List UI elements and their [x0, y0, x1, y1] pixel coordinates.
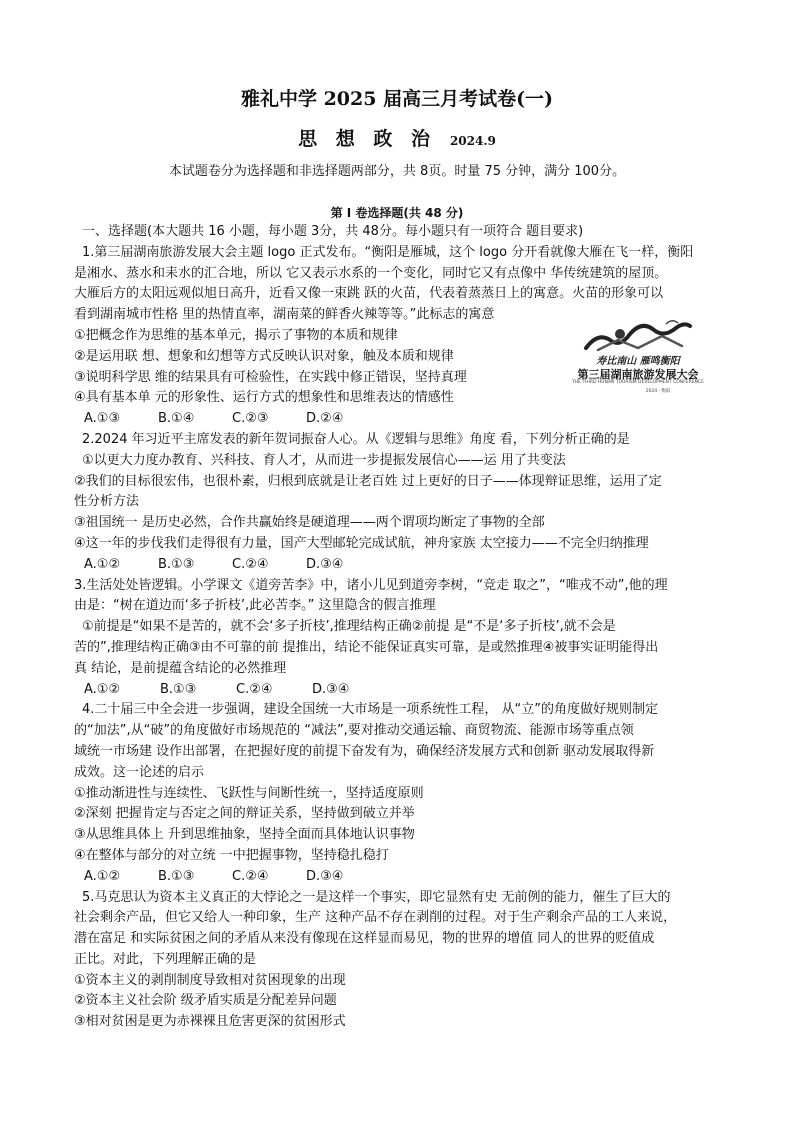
section-title: 第 I 卷选择题(共 48 分)	[330, 206, 464, 220]
question-item: ②是运用联 想、想象和幻想等方式反映认识对象，触及本质和规律	[74, 348, 454, 364]
question-item: 苦的”,推理结构正确③由不可靠的前 提推出，结论不能保证真实可靠，是或然推理④被事实证明能得出	[74, 639, 659, 655]
answer-option: C.②④	[232, 868, 269, 884]
answer-option: B.①④	[158, 411, 195, 427]
question-stem-line: 域统一市场建 设作出部署，在把握好度的前提下奋发有为，确保经济发展方式和创新 驱动发展取得新	[74, 743, 655, 759]
logo-flame-stroke	[666, 321, 678, 324]
answer-option: C.②③	[232, 411, 269, 427]
question-item: ③祖国统一 是历史必然，合作共赢始终是硬道理——两个谓项均断定了事物的全部	[74, 515, 545, 531]
question-item: ③说明科学思 维的结果具有可检验性，在实践中修正错误，坚持真理	[74, 369, 467, 385]
answer-option: B.①③	[160, 681, 197, 697]
question-stem-line: 正比。对此，下列理解正确的是	[74, 951, 257, 967]
answer-option: A.①③	[84, 411, 121, 427]
logo-sun	[615, 329, 625, 339]
question-item: ①把概念作为思维的基本单元，揭示了事物的本质和规律	[74, 327, 398, 343]
question-item: ①前提是“如果不是苦的，就不会‘多子折枝’,推理结构正确②前提 是“不是‘多子折枝’,就不会是	[82, 619, 616, 635]
answer-options	[74, 555, 726, 576]
question-stem-line: 潜在富足 和实际贫困之间的矛盾从来没有像现在这样显而易见，物的世界的增值 同人的世界的贬值成	[74, 931, 655, 947]
answer-option: D.③④	[306, 868, 344, 884]
question-stem-line: 由是：“树在道边而‘多子折枝’,此必苦李。” 这里隐含的假言推理	[74, 598, 436, 614]
question-stem-line: 3.生活处处皆逻辑。小学课文《道旁苦李》中，诸小儿见到道旁李树，“竞走 取之”，“唯戎不动”,他的理	[74, 577, 668, 593]
question-item: ④具有基本单 元的形象性、运行方式的想象性和思维表达的情感性	[74, 390, 454, 406]
question-stem-line: 4.二十届三中全会进一步强调，建设全国统一大市场是一项系统性工程， 从“立”的角度做好规则制定	[82, 702, 659, 718]
question-item: ①以更大力度办教育、兴科技、育人才，从而进一步提振发展信心——运 用了共变法	[82, 452, 566, 468]
logo-english: THE THIRD HUNAN TOURISM DEVELOPMENT CONFERENCE	[572, 380, 704, 385]
answer-options	[74, 680, 726, 701]
question-item: 真 结论，是前提蕴含结论的必然推理	[74, 660, 287, 676]
question-stem-line: 大雁后方的太阳远观似旭日高升，近看又像一束跳 跃的火苗，代表着蒸蒸日上的寓意。火苗的形象可以	[74, 286, 664, 302]
question-item: ③相对贫困是更为赤裸裸且危害更深的贫困形式	[74, 1014, 346, 1030]
answer-option: C.②④	[236, 681, 273, 697]
exam-title: 雅礼中学 2025 届高三月考试卷(一)	[240, 88, 554, 110]
logo-slogan: 寿比南山 雁鸣衡阳	[596, 356, 680, 367]
subject-line	[0, 124, 794, 151]
question-stem-line: 的“加法”,从“破”的角度做好市场规范的 “减法”,要对推动交通运输、商贸物流、能源市场等重点领	[74, 723, 634, 739]
question-stem-line: 1.第三届湖南旅游发展大会主题 logo 正式发布。“衡阳是雁城，这个 logo 分开看就像大雁在飞一样，衡阳	[82, 244, 694, 260]
question-item: ④在整体与部分的对立统 一中把握事物，坚持稳扎稳打	[74, 847, 389, 863]
logo-mountain-graphic	[558, 318, 718, 354]
question-item: ②我们的目标很宏伟，也很朴素，归根到底就是让老百姓 过上更好的日子——体现辩证思维，运用了定	[74, 473, 662, 489]
question-stem-line: 2.2024 年习近平主席发表的新年贺词振奋人心。从《逻辑与思维》角度 看，下列分析正确的是	[82, 431, 630, 447]
answer-option: B.①③	[158, 868, 195, 884]
section-instruction: 一、选择题(本大题共 16 小题，每小题 3分，共 48分。每小题只有一项符合 题目要求)	[82, 224, 584, 239]
question-item: ③从思维具体上 升到思维抽象，坚持全面而具体地认识事物	[74, 827, 415, 843]
answer-option: D.②④	[306, 411, 344, 427]
conference-logo	[558, 318, 718, 402]
exam-date: 2024.9	[449, 134, 496, 148]
question-stem-line: 社会剩余产品，但它又给人一种印象，生产 这种产品不存在剥削的过程。对于生产剩余产品的工人来说，	[74, 910, 677, 926]
question-stem-line: 5.马克思认为资本主义真正的大悖论之一是这样一个事实，即它显然有史 无前例的能力，催生了巨大的	[82, 889, 671, 905]
question-item: ①推动渐进性与连续性、飞跃性与间断性统一，坚持适度原则	[74, 785, 424, 801]
question-item: ④这一年的步伐我们走得很有力量，国产大型邮轮完成试航，神舟家族 太空接力——不完全归纳推理	[74, 535, 649, 551]
logo-wing-stroke	[586, 324, 690, 348]
answer-option: C.②④	[232, 556, 269, 572]
question-stem-line: 成效。这一论述的启示	[74, 764, 205, 780]
question-stem-line: 是湘水、蒸水和耒水的汇合地，所以 它又表示水系的一个变化，同时它又有点像中 华传统建筑的屋顶。	[74, 265, 668, 281]
answer-option: D.③④	[312, 681, 350, 697]
answer-option: B.①③	[158, 556, 195, 572]
question-stem-line: 看到湖南城市性格 里的热情直率，湖南菜的鲜香火辣等等。”此标志的寓意	[74, 307, 495, 323]
exam-intro: 本试题卷分为选择题和非选择题两部分，共 8页。时量 75 分钟，满分 100分。	[168, 164, 626, 179]
answer-option: D.③④	[306, 556, 344, 572]
answer-option: A.①②	[84, 868, 121, 884]
subject-name: 思 想 政 治	[298, 128, 436, 150]
question-item: 性分析方法	[74, 494, 140, 510]
logo-year: 2024 · 衡阳	[645, 389, 671, 394]
question-item: ②资本主义社会阶 级矛盾实质是分配差异问题	[74, 993, 337, 1009]
answer-option: A.①②	[84, 681, 121, 697]
question-item: ①资本主义的剥削制度导致相对贫困现象的出现	[74, 972, 346, 988]
answer-options	[74, 409, 726, 430]
logo-name: 第三届湖南旅游发展大会	[577, 368, 699, 381]
answer-option: A.①②	[84, 556, 121, 572]
answer-options	[74, 867, 726, 888]
question-item: ②深刻 把握肯定与否定之间的辩证关系，坚持做到破立并举	[74, 806, 415, 822]
